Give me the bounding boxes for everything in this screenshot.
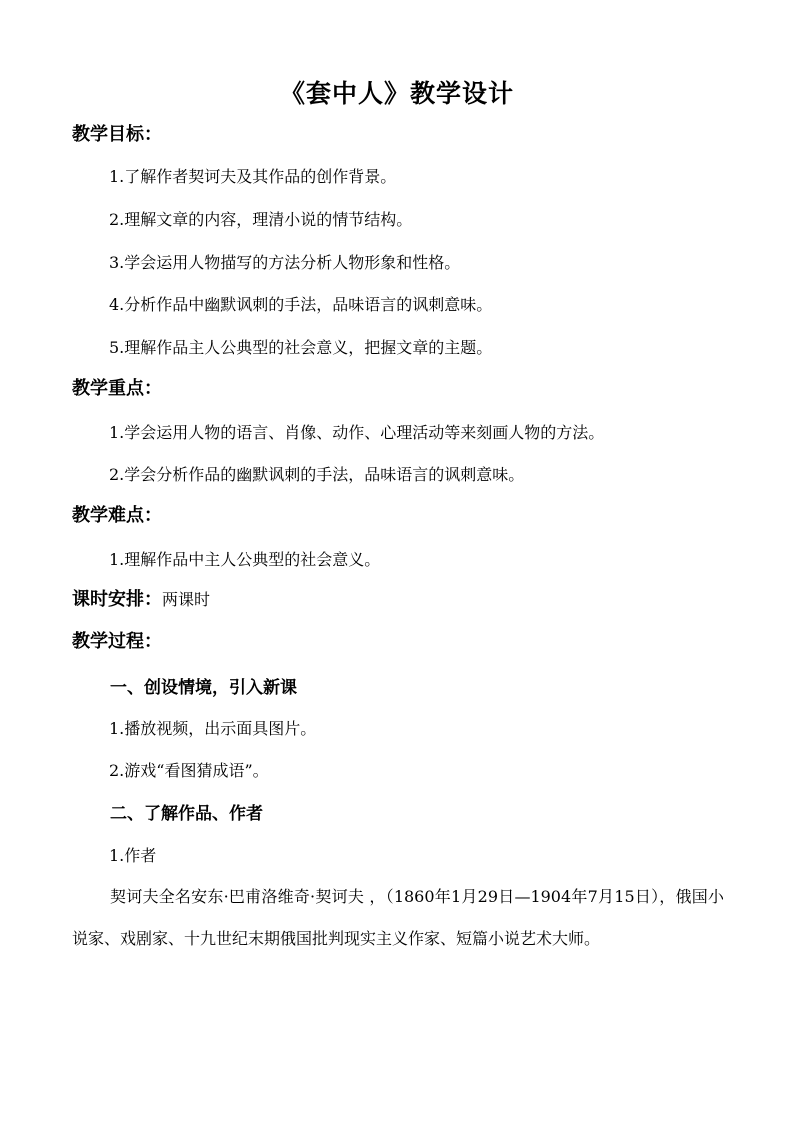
key-point-item: 1.学会运用人物的语言、肖像、动作、心理活动等来刻画人物的方法。	[109, 423, 605, 442]
section1-item: 1.播放视频，出示面具图片。	[109, 719, 317, 738]
author-paragraph: 契诃夫全名安东·巴甫洛维奇·契诃夫 ，（1860年1月29日—1904年7月15日），俄国小说家、戏剧家、十九世纪末期俄国批判现实主义作家、短篇小说艺术大师。	[72, 887, 724, 948]
schedule-value: 两课时	[162, 590, 211, 609]
section1-heading: 一、创设情境，引入新课	[110, 678, 297, 698]
objective-item: 4.分析作品中幽默讽刺的手法，品味语言的讽刺意味。	[109, 295, 493, 314]
objectives-heading: 教学目标：	[72, 124, 162, 145]
process-heading: 教学过程：	[72, 631, 162, 652]
section1-item: 2.游戏“看图猜成语”。	[109, 761, 269, 780]
difficulty-item: 1.理解作品中主人公典型的社会意义。	[109, 550, 381, 569]
objective-item: 1.了解作者契诃夫及其作品的创作背景。	[109, 167, 397, 186]
section2-sub: 1.作者	[109, 846, 157, 865]
objective-item: 2.理解文章的内容，理清小说的情节结构。	[109, 210, 413, 229]
schedule-heading: 课时安排：	[72, 589, 162, 610]
key-point-item: 2.学会分析作品的幽默讽刺的手法，品味语言的讽刺意味。	[109, 465, 525, 484]
schedule-line	[72, 585, 210, 611]
objective-item: 3.学会运用人物描写的方法分析人物形象和性格。	[109, 253, 461, 272]
objective-item: 5.理解作品主人公典型的社会意义，把握文章的主题。	[109, 338, 493, 357]
key-points-heading: 教学重点：	[72, 378, 162, 399]
section2-heading: 二、了解作品、作者	[110, 804, 263, 824]
page-title: 《套中人》教学设计	[279, 79, 514, 108]
difficulties-heading: 教学难点：	[72, 505, 162, 526]
